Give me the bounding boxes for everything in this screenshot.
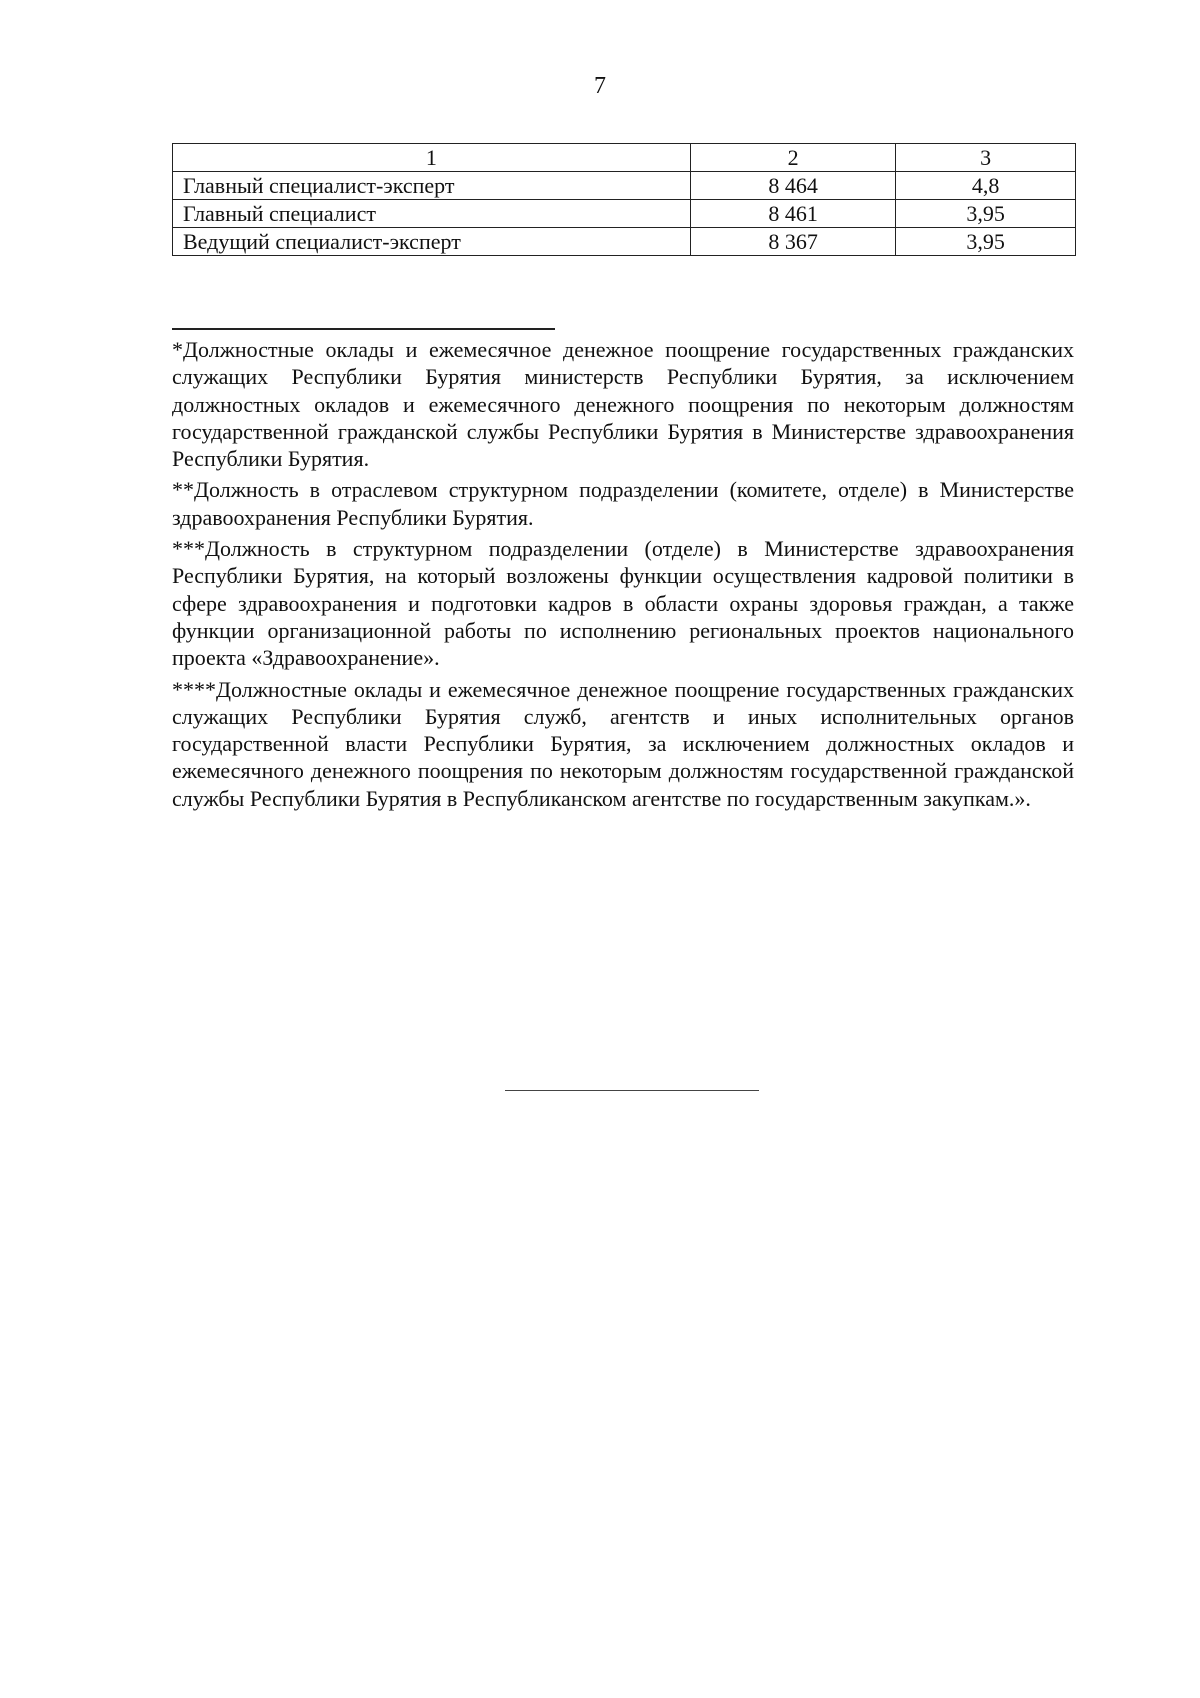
table-row	[173, 172, 1076, 200]
footnote-separator	[172, 328, 555, 330]
footnote-2: **Должность в отраслевом структурном подразделении (комитете, отделе) в Министерстве здравоохранения Республики Бурятия.	[172, 477, 1074, 530]
footnotes	[172, 336, 1074, 816]
footnote-1: *Должностные оклады и ежемесячное денежное поощрение государственных гражданских служащих Республики Бурятия министерств Республики Бурятия, за исключением должностных окладов и ежемесячного денежного поощрения по некоторым должностям государственной гражданской службы Республики Бурятия в Министерстве здравоохранения Республики Бурятия.	[172, 337, 1074, 472]
salary-cell: 8 367	[690, 228, 896, 256]
footnote-3: ***Должность в структурном подразделении (отделе) в Министерстве здравоохранения Республики Бурятия, на который возложены функции осуществления кадровой политики в сфере здравоохранения и подготовки кадров в области охраны здоровья граждан, а также функции организационной работы по исполнению региональных проектов национального проекта «Здравоохранение».	[172, 536, 1074, 671]
position-cell: Главный специалист	[173, 200, 691, 228]
position-cell: Ведущий специалист-эксперт	[173, 228, 691, 256]
page-number: 7	[594, 73, 606, 99]
footnote-4: ****Должностные оклады и ежемесячное денежное поощрение государственных гражданских служащих Республики Бурятия служб, агентств и иных исполнительных органов государственной власти Республики Бурятия, за исключением должностных окладов и ежемесячного денежного поощрения по некоторым должностям государственной гражданской службы Республики Бурятия в Республиканском агентстве по государственным закупкам.».	[172, 676, 1074, 811]
salary-cell: 8 461	[690, 200, 896, 228]
salary-cell: 8 464	[690, 172, 896, 200]
column-header-1: 1	[173, 144, 691, 172]
table-header-row	[173, 144, 1076, 172]
column-header-2: 2	[690, 144, 896, 172]
column-header-3: 3	[896, 144, 1076, 172]
position-cell: Главный специалист-эксперт	[173, 172, 691, 200]
salary-table	[172, 143, 1076, 256]
bonus-cell: 3,95	[896, 228, 1076, 256]
end-of-document-rule	[505, 1090, 759, 1091]
table-row	[173, 200, 1076, 228]
bonus-cell: 4,8	[896, 172, 1076, 200]
bonus-cell: 3,95	[896, 200, 1076, 228]
table-row	[173, 228, 1076, 256]
